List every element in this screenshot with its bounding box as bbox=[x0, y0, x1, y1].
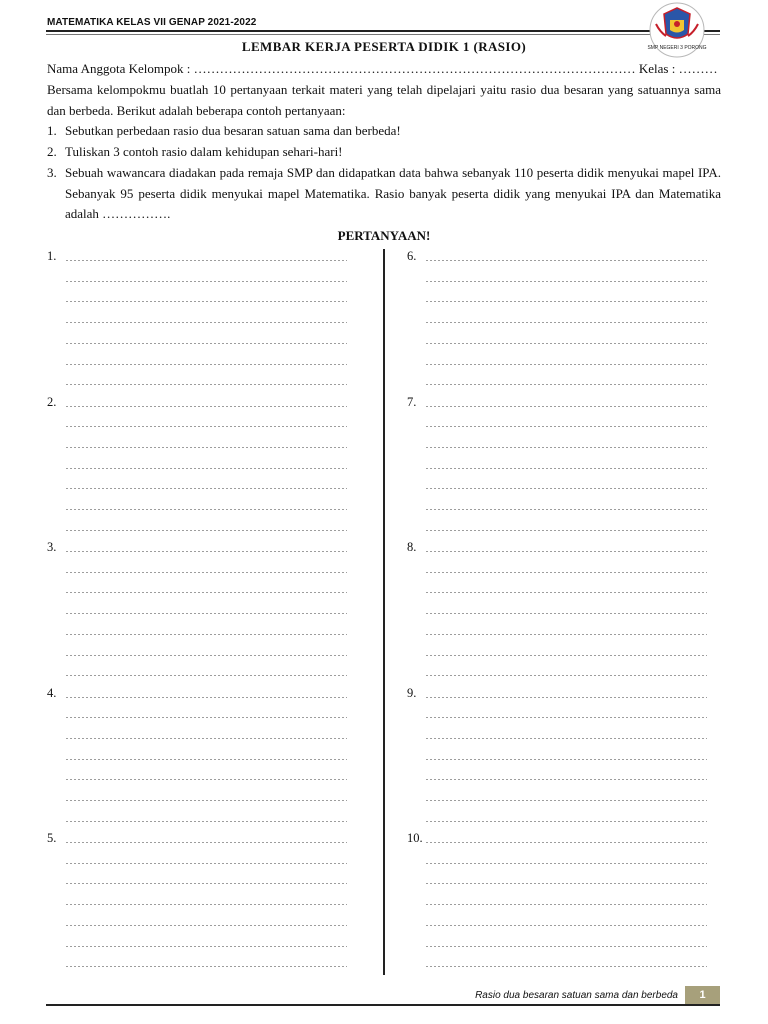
answer-line[interactable] bbox=[425, 966, 707, 967]
answer-line[interactable] bbox=[425, 572, 707, 573]
answer-line[interactable] bbox=[65, 406, 347, 407]
question-number: 8. bbox=[407, 540, 417, 554]
question-number: 1. bbox=[47, 249, 57, 263]
question-number: 4. bbox=[47, 685, 57, 700]
answer-line[interactable] bbox=[425, 717, 707, 718]
answer-line[interactable] bbox=[425, 509, 707, 510]
answer-line[interactable] bbox=[425, 779, 707, 780]
answer-line[interactable] bbox=[425, 592, 707, 593]
answer-line[interactable] bbox=[65, 530, 347, 531]
header-rule bbox=[46, 30, 720, 32]
answer-line[interactable] bbox=[65, 281, 347, 282]
answer-line[interactable] bbox=[425, 634, 707, 635]
answer-line[interactable] bbox=[65, 572, 347, 573]
answer-line[interactable] bbox=[425, 800, 707, 801]
answer-line[interactable] bbox=[425, 260, 707, 261]
answer-line[interactable] bbox=[425, 759, 707, 760]
header-text: MATEMATIKA KELAS VII GENAP 2021-2022 bbox=[47, 17, 257, 28]
answer-line[interactable] bbox=[425, 904, 707, 905]
question-number: 7. bbox=[407, 394, 417, 409]
answer-line[interactable] bbox=[425, 530, 707, 531]
header-rule-thin bbox=[46, 34, 720, 35]
answer-line[interactable] bbox=[425, 301, 707, 302]
logo-caption: SMP NEGERI 3 PORONG bbox=[647, 45, 707, 51]
question-number: 5. bbox=[47, 831, 57, 845]
answer-line[interactable] bbox=[425, 551, 707, 552]
answer-line[interactable] bbox=[65, 738, 347, 739]
intro-paragraph: Bersama kelompokmu buatlah 10 pertanyaan terkait materi yang telah dipelajari yaitu rasio dua besaran yang satuannya sama dan berbeda. Berikut adalah beberapa contoh pertanyaan: bbox=[47, 82, 721, 118]
answer-line[interactable] bbox=[65, 717, 347, 718]
answer-line[interactable] bbox=[65, 343, 347, 344]
example-text: Sebutkan perbedaan rasio dua besaran satuan sama dan berbeda! bbox=[65, 123, 401, 138]
answer-line[interactable] bbox=[65, 863, 347, 864]
answer-line[interactable] bbox=[65, 509, 347, 510]
answer-line[interactable] bbox=[425, 384, 707, 385]
answer-line[interactable] bbox=[65, 488, 347, 489]
column-divider bbox=[383, 249, 385, 975]
answer-line[interactable] bbox=[425, 697, 707, 698]
answer-line[interactable] bbox=[65, 697, 347, 698]
answer-line[interactable] bbox=[65, 675, 347, 676]
name-label: Nama Anggota Kelompok : bbox=[47, 61, 194, 76]
footer-rule bbox=[46, 1004, 720, 1006]
answer-line[interactable] bbox=[65, 447, 347, 448]
answer-line[interactable] bbox=[65, 883, 347, 884]
answer-line[interactable] bbox=[425, 738, 707, 739]
answer-line[interactable] bbox=[65, 260, 347, 261]
answer-line[interactable] bbox=[65, 925, 347, 926]
example-number: 3. bbox=[47, 165, 57, 180]
answer-line[interactable] bbox=[65, 592, 347, 593]
answer-line[interactable] bbox=[65, 301, 347, 302]
answer-line[interactable] bbox=[425, 863, 707, 864]
question-number: 3. bbox=[47, 540, 57, 554]
question-number: 10. bbox=[407, 831, 423, 845]
example-number: 1. bbox=[47, 123, 57, 138]
question-number: 6. bbox=[407, 249, 417, 263]
questions-title: PERTANYAAN! bbox=[337, 228, 431, 243]
answer-line[interactable] bbox=[65, 821, 347, 822]
answer-line[interactable] bbox=[65, 322, 347, 323]
answer-line[interactable] bbox=[425, 675, 707, 676]
answer-line[interactable] bbox=[65, 655, 347, 656]
answer-line[interactable] bbox=[65, 904, 347, 905]
answer-line[interactable] bbox=[65, 468, 347, 469]
question-number: 9. bbox=[407, 685, 417, 700]
answer-line[interactable] bbox=[425, 613, 707, 614]
answer-line[interactable] bbox=[65, 634, 347, 635]
answer-line[interactable] bbox=[425, 925, 707, 926]
answer-line[interactable] bbox=[425, 322, 707, 323]
answer-line[interactable] bbox=[65, 364, 347, 365]
answer-line[interactable] bbox=[65, 842, 347, 843]
answer-line[interactable] bbox=[65, 613, 347, 614]
answer-line[interactable] bbox=[65, 779, 347, 780]
answer-line[interactable] bbox=[425, 468, 707, 469]
answer-line[interactable] bbox=[425, 281, 707, 282]
answer-line[interactable] bbox=[425, 883, 707, 884]
page-title: LEMBAR KERJA PESERTA DIDIK 1 (RASIO) bbox=[241, 39, 527, 54]
answer-line[interactable] bbox=[425, 426, 707, 427]
name-field-dots: ………………………………………………………………………………………… bbox=[193, 61, 636, 76]
example-text: Tuliskan 3 contoh rasio dalam kehidupan sehari-hari! bbox=[65, 144, 343, 159]
answer-line[interactable] bbox=[65, 966, 347, 967]
answer-line[interactable] bbox=[425, 655, 707, 656]
name-row bbox=[47, 61, 721, 77]
example-text: Sebuah wawancara diadakan pada remaja SMP dan didapatkan data bahwa sebanyak 110 peserta didik menyukai mapel IPA. Sebanyak 95 peserta didik menyukai mapel Matematika. Rasio banyak peserta didik yang menyukai IPA dan Matematika adalah ……………. bbox=[65, 165, 721, 221]
answer-line[interactable] bbox=[65, 759, 347, 760]
kelas-label: Kelas : bbox=[635, 61, 679, 76]
answer-line[interactable] bbox=[65, 426, 347, 427]
answer-line[interactable] bbox=[425, 821, 707, 822]
page-number: 1 bbox=[685, 986, 720, 1004]
answer-line[interactable] bbox=[425, 946, 707, 947]
answer-line[interactable] bbox=[425, 343, 707, 344]
answer-line[interactable] bbox=[425, 488, 707, 489]
example-number: 2. bbox=[47, 144, 57, 159]
answer-line[interactable] bbox=[65, 800, 347, 801]
answer-line[interactable] bbox=[425, 842, 707, 843]
footer-text: Rasio dua besaran satuan sama dan berbeda bbox=[475, 990, 678, 1001]
answer-line[interactable] bbox=[65, 384, 347, 385]
answer-line[interactable] bbox=[425, 364, 707, 365]
answer-line[interactable] bbox=[425, 406, 707, 407]
answer-line[interactable] bbox=[65, 946, 347, 947]
answer-line[interactable] bbox=[425, 447, 707, 448]
question-number: 2. bbox=[47, 394, 57, 409]
kelas-field-dots: ……… bbox=[678, 61, 718, 76]
answer-line[interactable] bbox=[65, 551, 347, 552]
